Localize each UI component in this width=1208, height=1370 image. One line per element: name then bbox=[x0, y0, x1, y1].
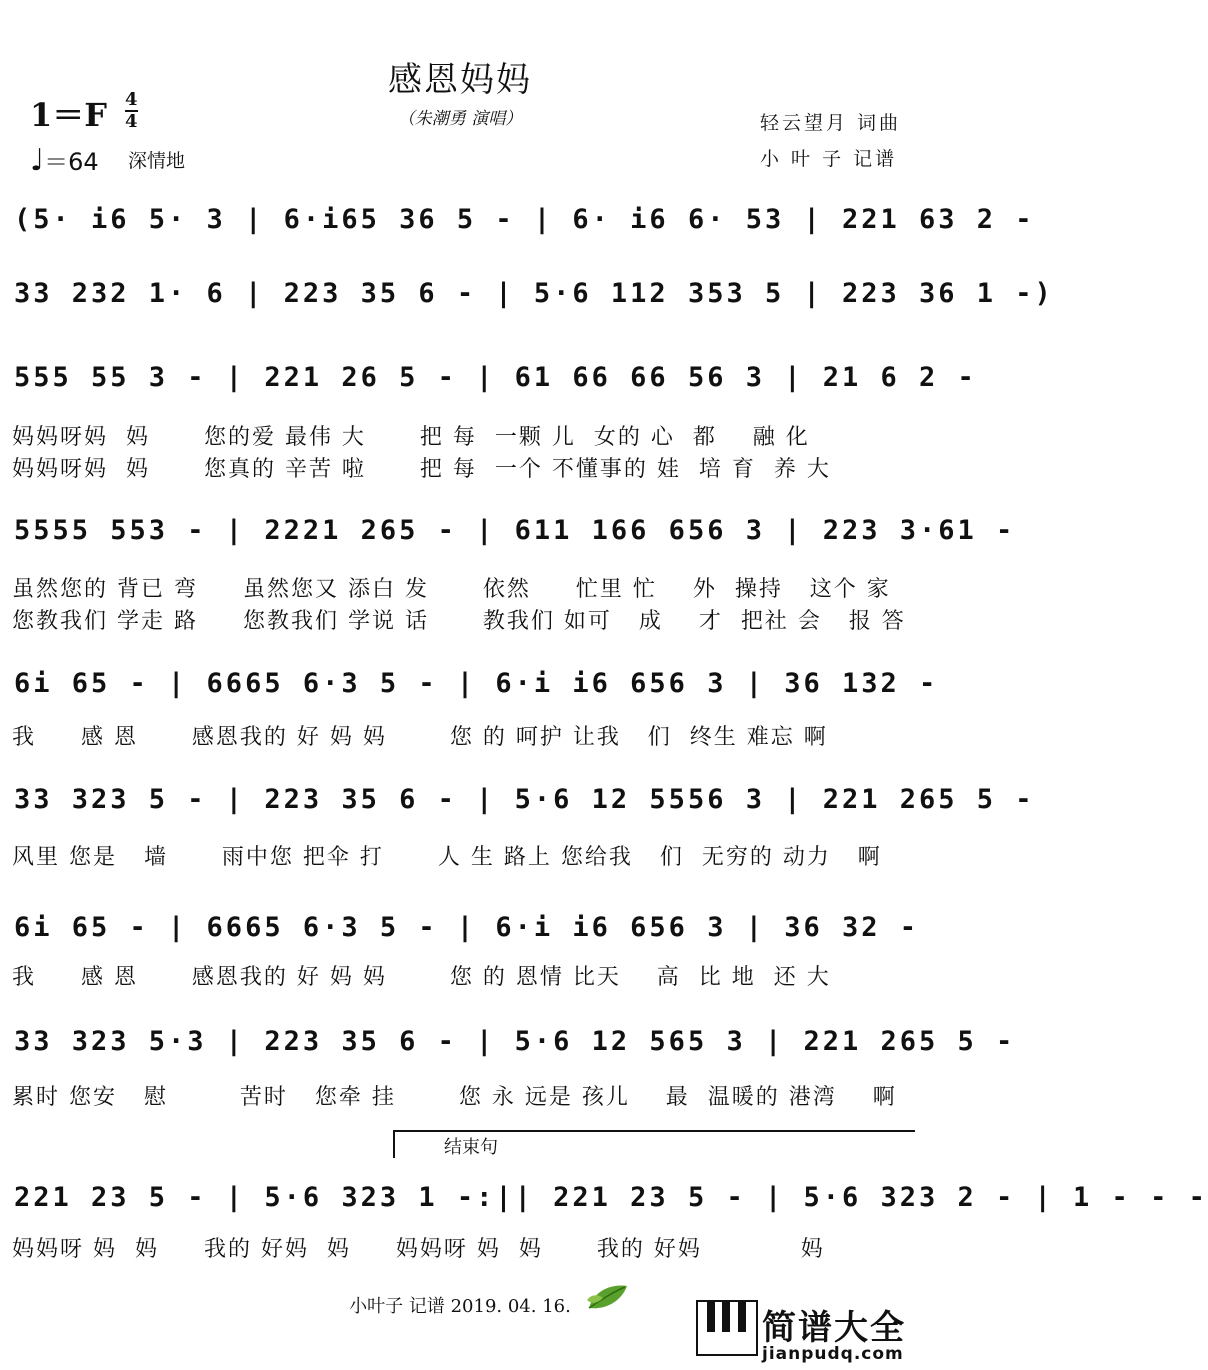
lyric-line: 风里 您是 墙 雨中您 把伞 打 人 生 路上 您给我 们 无穷的 动力 啊 bbox=[12, 845, 882, 870]
score-row-2 bbox=[0, 278, 1054, 348]
lyric-line: 妈妈呀妈 妈 您的爱 最伟 大 把 每 一颗 儿 女的 心 都 融 化 bbox=[12, 425, 810, 450]
logo-text: 简谱大全 bbox=[762, 1308, 906, 1348]
notation-line: 555 55 3 - | 221 26 5 - | 61 66 66 56 3 | 21 6 2 - bbox=[14, 362, 977, 393]
notation-line: 33 323 5·3 | 223 35 6 - | 5·6 12 565 3 | 221 265 5 - bbox=[14, 1026, 1016, 1057]
notation-line: 33 232 1· 6 | 223 35 6 - | 5·6 112 353 5 | 223 36 1 -) bbox=[14, 278, 1054, 309]
tempo-marking bbox=[30, 142, 99, 178]
leaf-icon bbox=[585, 1282, 629, 1312]
lyric-line: 您教我们 学走 路 您教我们 学说 话 教我们 如可 成 才 把社 会 报 答 bbox=[12, 609, 906, 634]
singer-credit: （朱潮勇 演唱） bbox=[397, 109, 523, 129]
lyricist-credit: 轻云望月 词曲 bbox=[760, 112, 902, 134]
score-row-1 bbox=[0, 204, 1035, 274]
quarter-note-icon: ♩ bbox=[30, 143, 45, 178]
lyric-line: 我 感 恩 感恩我的 好 妈 妈 您 的 呵护 让我 们 终生 难忘 啊 bbox=[12, 725, 828, 750]
logo-url: jianpudq.com bbox=[762, 1344, 904, 1364]
time-signature-top: 4 bbox=[125, 89, 138, 110]
lyric-line: 累时 您安 慰 苦时 您牵 挂 您 永 远是 孩儿 最 温暖的 港湾 啊 bbox=[12, 1085, 897, 1110]
time-signature-bottom: 4 bbox=[125, 111, 138, 132]
transcriber-credit: 小 叶 子 记谱 bbox=[760, 148, 898, 170]
notation-line: 221 23 5 - | 5·6 323 1 -:|| 221 23 5 - | 5·6 323 2 - | 1 - - - bbox=[14, 1182, 1208, 1213]
notation-line: 6i 65 - | 6665 6·3 5 - | 6·i i6 656 3 | 36 32 - bbox=[14, 912, 920, 943]
lyric-line: 虽然您的 背已 弯 虽然您又 添白 发 依然 忙里 忙 外 操持 这个 家 bbox=[12, 577, 891, 602]
song-title: 感恩妈妈 bbox=[388, 60, 532, 100]
piano-keys-icon bbox=[696, 1300, 758, 1356]
mood-marking: 深情地 bbox=[128, 150, 186, 172]
footer-credit: 小叶子 记谱 2019. 04. 16. bbox=[349, 1296, 571, 1317]
notation-line: 33 323 5 - | 223 35 6 - | 5·6 12 5556 3 | 221 265 5 - bbox=[14, 784, 1035, 815]
tempo-value: ＝64 bbox=[44, 148, 99, 176]
lyric-line: 我 感 恩 感恩我的 好 妈 妈 您 的 恩情 比天 高 比 地 还 大 bbox=[12, 965, 831, 990]
notation-line: 6i 65 - | 6665 6·3 5 - | 6·i i6 656 3 | 36 132 - bbox=[14, 668, 939, 699]
key-signature: 1＝F bbox=[30, 96, 107, 134]
notation-line: (5· i6 5· 3 | 6·i65 36 5 - | 6· i6 6· 53 | 221 63 2 - bbox=[14, 204, 1035, 235]
lyric-line: 妈妈呀 妈 妈 我的 好妈 妈 妈妈呀 妈 妈 我的 好妈 妈 bbox=[12, 1237, 825, 1262]
site-logo bbox=[696, 1300, 916, 1366]
coda-label: 结束句 bbox=[440, 1133, 502, 1159]
lyric-line: 妈妈呀妈 妈 您真的 辛苦 啦 把 每 一个 不懂事的 娃 培 育 养 大 bbox=[12, 457, 831, 482]
notation-line: 5555 553 - | 2221 265 - | 611 166 656 3 | 223 3·61 - bbox=[14, 515, 1016, 546]
time-signature bbox=[125, 90, 138, 132]
